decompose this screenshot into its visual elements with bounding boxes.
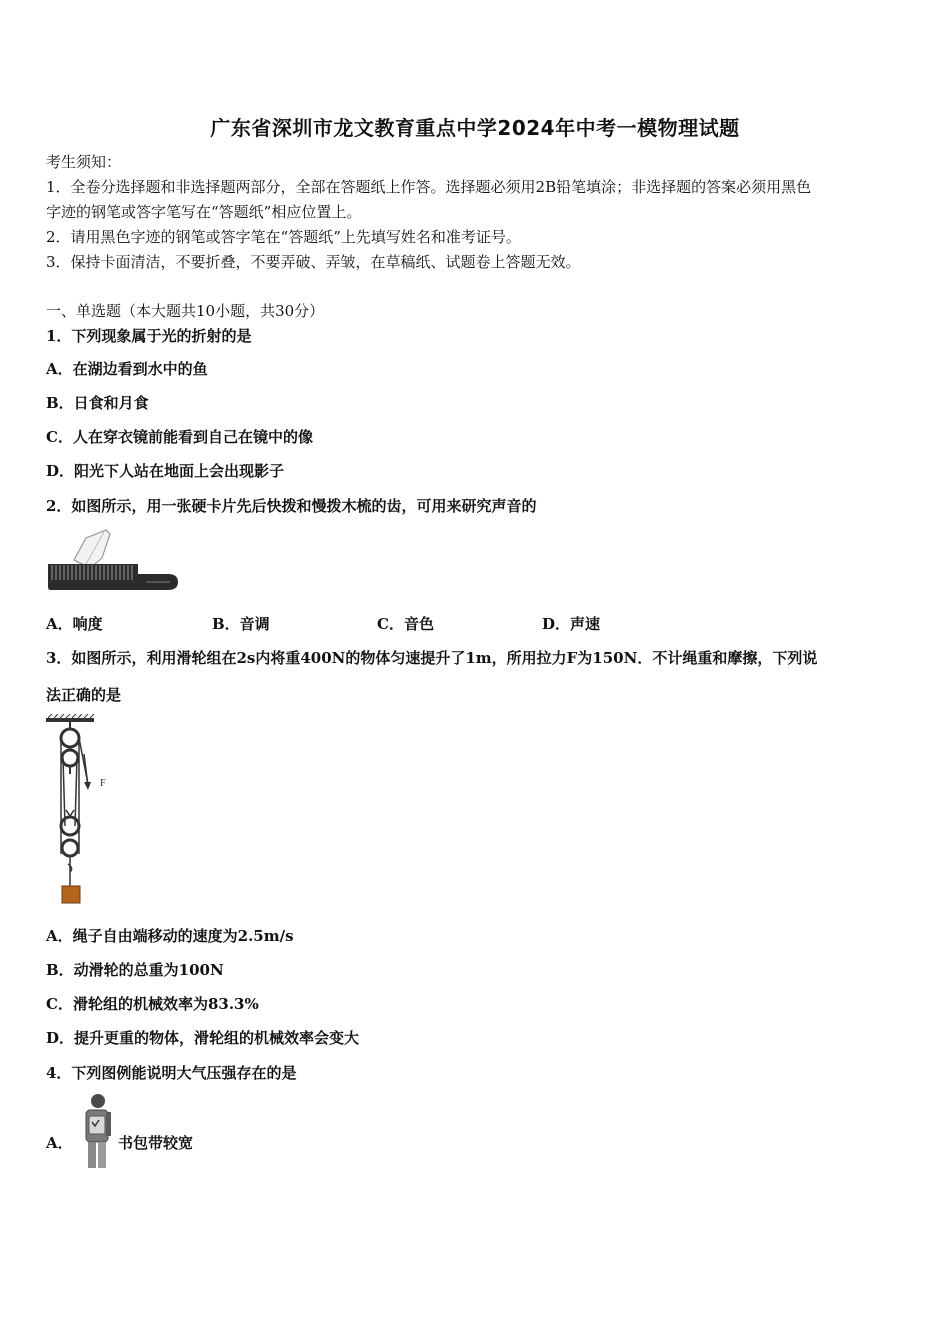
notice-heading: 考生须知： — [46, 153, 122, 171]
q1-option-b: B．日食和月食 — [46, 394, 149, 412]
force-label: F — [100, 778, 106, 789]
q3-option-d: D．提升更重的物体，滑轮组的机械效率会变大 — [46, 1029, 360, 1047]
movable-pulley — [61, 817, 79, 835]
q1-option-d: D．阳光下人站在地面上会出现影子 — [46, 462, 285, 480]
notice-item: 3．保持卡面清洁，不要折叠，不要弄破、弄皱，在草稿纸、试题卷上答题无效。 — [46, 253, 581, 271]
load-block — [62, 886, 80, 903]
question-2-stem: 2．如图所示，用一张硬卡片先后快拨和慢拨木梳的齿，可用来研究声音的 — [46, 497, 537, 515]
q3-option-c: C．滑轮组的机械效率为83.3% — [46, 995, 259, 1013]
page-title: 广东省深圳市龙文教育重点中学2024年中考一模物理试题 — [210, 116, 740, 140]
pulley-system-figure — [44, 714, 114, 906]
q2-option-d: D．声速 — [542, 615, 601, 633]
fixed-pulley — [62, 750, 78, 766]
q4-option-a-label: A． — [46, 1134, 73, 1152]
section-heading: 一、单选题（本大题共10小题，共30分） — [46, 302, 325, 320]
q1-option-c: C．人在穿衣镜前能看到自己在镜中的像 — [46, 428, 313, 446]
q2-option-c: C．音色 — [377, 615, 434, 633]
question-1-stem: 1．下列现象属于光的折射的是 — [46, 327, 252, 345]
q2-option-a: A．响度 — [46, 615, 103, 633]
notice-item: 2．请用黑色字迹的钢笔或答字笔在“答题纸”上先填写姓名和准考证号。 — [46, 228, 521, 246]
fixed-pulley — [61, 729, 79, 747]
hard-card — [74, 530, 110, 568]
question-3-stem-line2: 法正确的是 — [46, 686, 122, 704]
backpack-student-figure — [76, 1092, 116, 1170]
q4-option-a-text: 书包带较宽 — [118, 1134, 194, 1152]
q3-option-a: A．绳子自由端移动的速度为2.5m/s — [46, 927, 294, 945]
question-4-stem: 4．下列图例能说明大气压强存在的是 — [46, 1064, 297, 1082]
movable-pulley — [62, 840, 78, 856]
question-3-stem-line1: 3．如图所示，利用滑轮组在2s内将重400N的物体匀速提升了1m，所用拉力F为150N．不计绳重和摩擦，下列说 — [46, 649, 818, 667]
notice-item: 1．全卷分选择题和非选择题两部分，全部在答题纸上作答。选择题必须用2B铅笔填涂；非选择题的答案必须用黑色 — [46, 178, 812, 196]
q1-option-a: A．在湖边看到水中的鱼 — [46, 360, 208, 378]
comb-card-figure — [46, 528, 181, 594]
notice-item: 字迹的钢笔或答字笔写在“答题纸”相应位置上。 — [46, 203, 362, 221]
q2-option-b: B．音调 — [212, 615, 270, 633]
q3-option-b: B．动滑轮的总重为100N — [46, 961, 224, 979]
